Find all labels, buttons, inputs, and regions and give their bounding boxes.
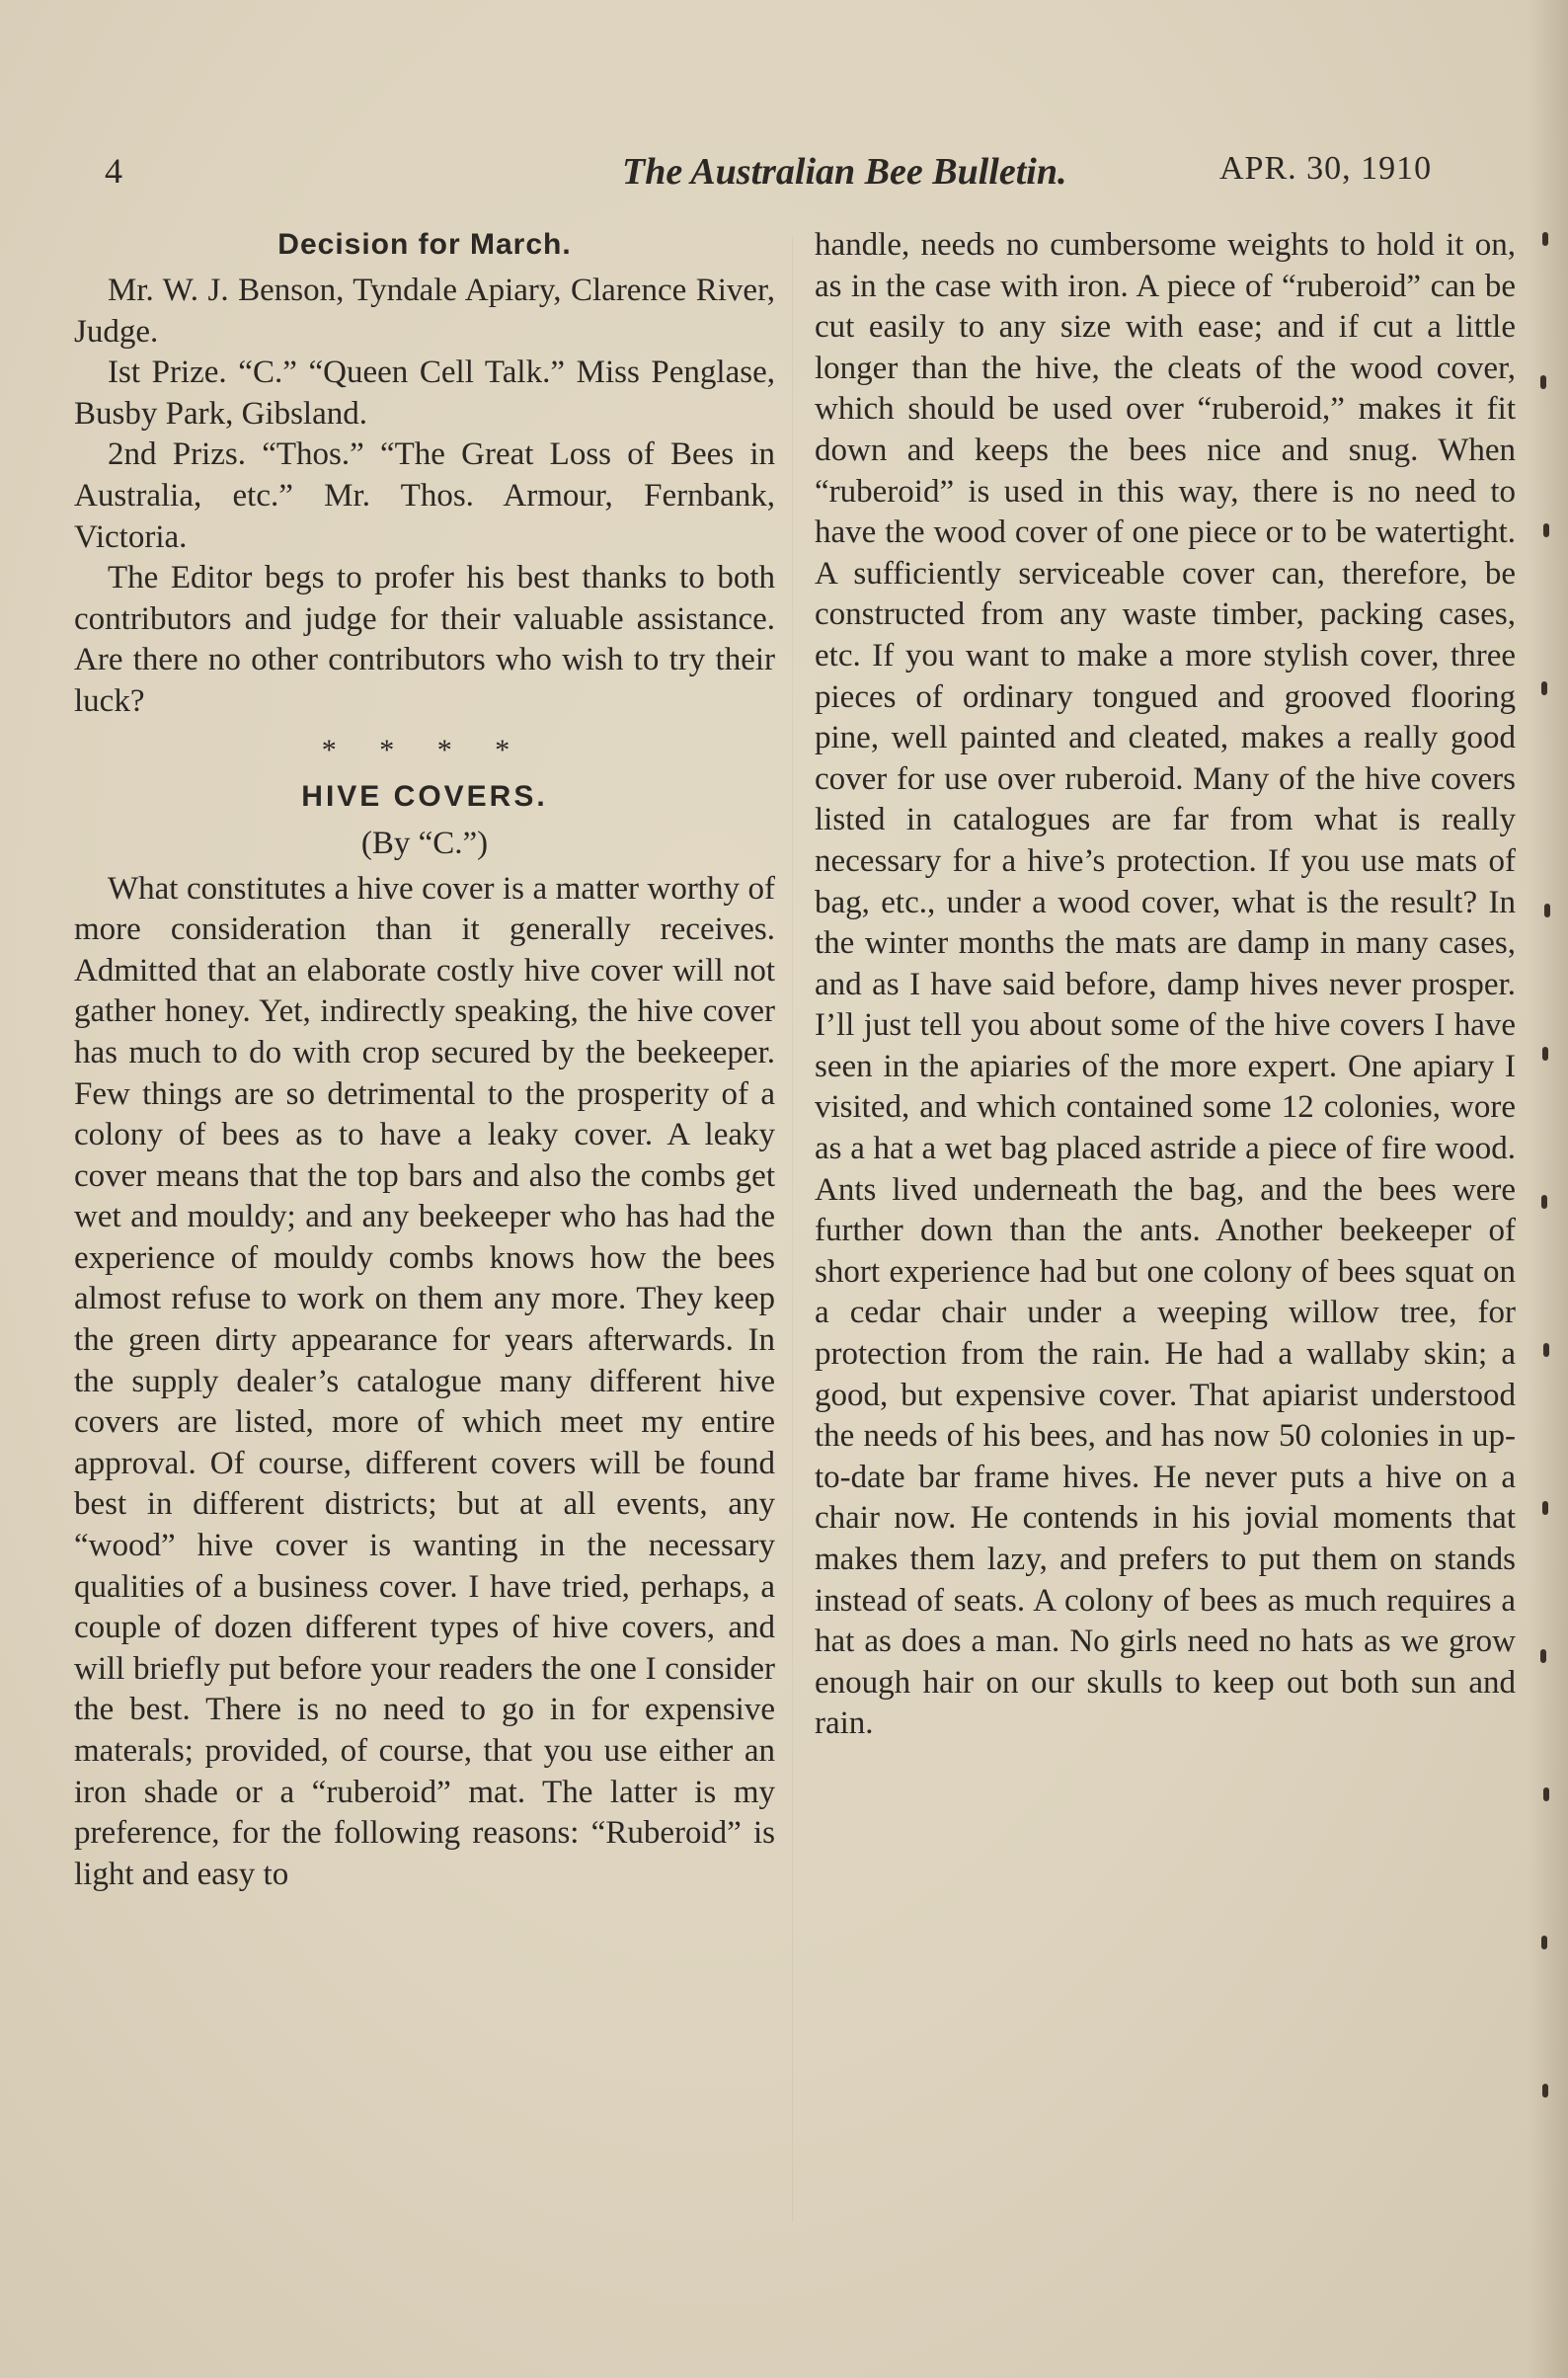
binding-hole-mark — [1540, 1649, 1546, 1663]
article-heading: HIVE COVERS. — [301, 779, 548, 813]
right-column — [815, 225, 1516, 1745]
binding-hole-mark — [1541, 681, 1547, 695]
decision-paragraph: Ist Prize. “C.” “Queen Cell Talk.” Miss Penglase, Busby Park, Gibsland. — [74, 355, 775, 432]
binding-hole-mark — [1543, 523, 1549, 537]
binding-hole-mark — [1544, 904, 1550, 917]
page-number: 4 — [105, 151, 122, 191]
decision-paragraph: Mr. W. J. Benson, Tyndale Apiary, Clarence River, Judge. — [74, 273, 775, 350]
binding-hole-mark — [1543, 1343, 1549, 1357]
binding-hole-mark — [1540, 375, 1546, 389]
binding-hole-mark — [1542, 1047, 1548, 1061]
article-byline: (By “C.”) — [360, 825, 489, 861]
binding-hole-mark — [1542, 2084, 1548, 2098]
decision-paragraph: 2nd Prizs. “Thos.” “The Great Loss of Bees in Australia, etc.” Mr. Thos. Armour, Fernbank, Victoria. — [74, 436, 775, 555]
binding-hole-mark — [1541, 1936, 1547, 1949]
binding-hole-mark — [1542, 232, 1548, 246]
binding-hole-mark — [1541, 1195, 1547, 1209]
issue-date: APR. 30, 1910 — [1219, 150, 1433, 187]
running-header — [99, 150, 1471, 199]
left-column — [74, 225, 775, 1895]
binding-hole-mark — [1542, 1501, 1548, 1515]
article-paragraph-continued: handle, needs no cumbersome weights to hold it on, as in the case with iron. A piece of “ruberoid” can be cut easily to any size with ease; and if cut a little longer than the hive, the cleats of the wood cover, which should be used over “ruberoid,” makes it fit down and keeps the bees nice and snug. When “ruberoid” is used in this way, there is no need to have the wood cover of one piece or to be watertight. A sufficiently serviceable cover can, therefore, be constructed from any waste timber, packing cases, etc. If you want to make a more stylish cover, three pieces of ordinary tongued and grooved flooring pine, well painted and cleated, makes a really good cover for use over ruberoid. Many of the hive covers listed in catalogues are far from what is really necessary for a hive’s protection. If you use mats of bag, etc., under a wood cover, what is the result? In the winter months the mats are damp in many cases, and as I have said before, damp hives never prosper. I’ll just tell you about some of the hive covers I have seen in the apiaries of the more expert. One apiary I visited, and which contained some 12 colonies, wore as a hat a wet bag placed astride a piece of fire wood. Ants lived underneath the bag, and the bees were further down than the ants. Another beekeeper of short experience had but one colony of bees squat on a cedar chair under a weeping willow tree, for protection from the rain. He had a wallaby skin; a good, but expensive cover. That apiarist understood the needs of his bees, and has now 50 colonies in up-to-date bar frame hives. He never puts a hive on a chair now. He contends in his jovial moments that makes them lazy, and prefers to put them on stands instead of seats. A colony of bees as much requires a hat as does a man. No girls need no hats as we grow enough hair on our skulls to keep out both sun and rain. — [815, 227, 1516, 1742]
journal-title: The Australian Bee Bulletin. — [622, 151, 1067, 193]
binding-hole-mark — [1543, 1787, 1549, 1801]
page-edge-shadow — [1529, 0, 1568, 2378]
decision-paragraph: The Editor begs to profer his best thanks to both contributors and judge for their valuable assistance. Are there no other contributors who wish to try their luck? — [74, 560, 775, 719]
section-separator: * * * * — [321, 733, 528, 766]
decision-heading: Decision for March. — [277, 228, 572, 261]
article-paragraph: What constitutes a hive cover is a matter worthy of more consideration than it generally receives. Admitted that an elaborate costly hive cover will not gather honey. Yet, indirectly speaking, the hive cover has much to do with crop secured by the beekeeper. Few things are so detrimental to the prosperity of a colony of bees as to have a leaky cover. A leaky cover means that the top bars and also the combs get wet and mouldy; and any beekeeper who has had the experience of mouldy combs knows how the bees almost refuse to work on them any more. They keep the green dirty appearance for years afterwards. In the supply dealer’s catalogue many different hive covers are listed, more of which meet my entire approval. Of course, different covers will be found best in different districts; but at all events, any “wood” hive cover is wanting in the necessary qualities of a business cover. I have tried, perhaps, a couple of dozen different types of hive covers, and will briefly put before your readers the one I consider the best. There is no need to go in for expensive materals; provided, of course, that you use either an iron shade or a “ruberoid” mat. The latter is my preference, for the following reasons: “Ruberoid” is light and easy to — [74, 870, 775, 1892]
column-gutter — [792, 237, 793, 2222]
